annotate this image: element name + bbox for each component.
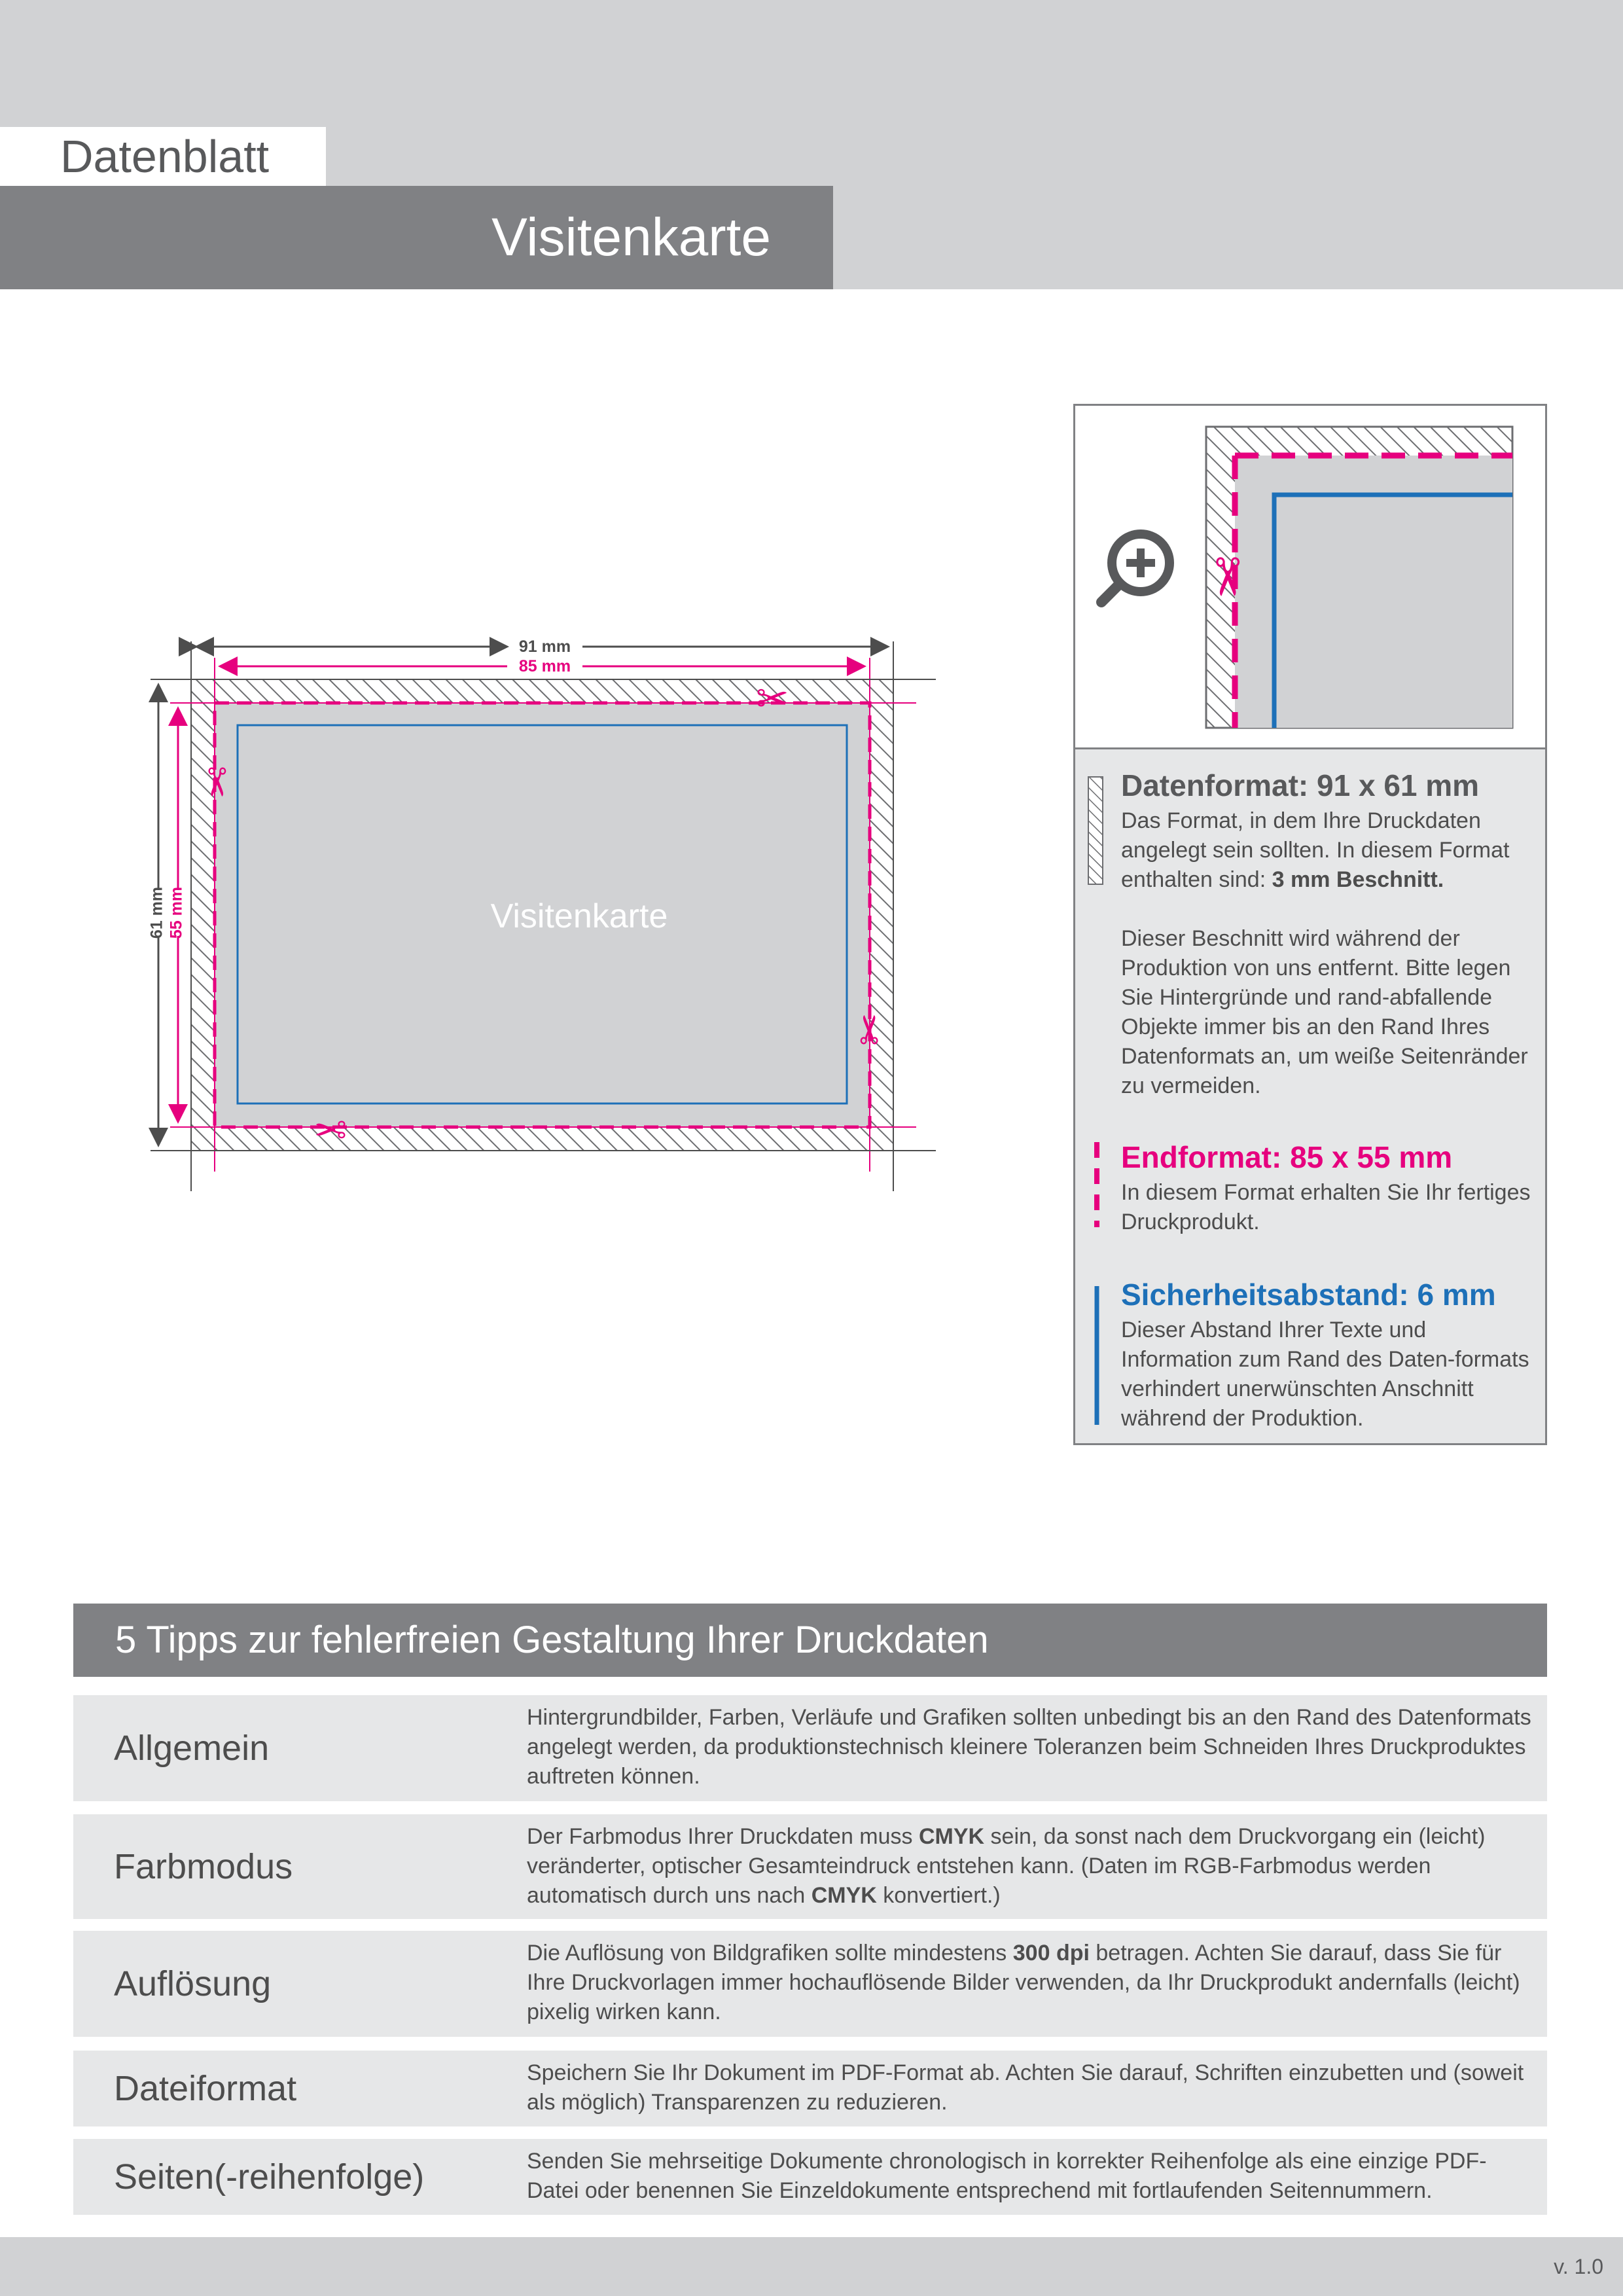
scissors-icon: ✂: [1196, 555, 1257, 600]
zoom-in-icon: [1101, 534, 1169, 602]
zoom-detail: [1073, 404, 1547, 791]
datenformat-heading: Datenformat: 91 x 61 mm: [1121, 768, 1480, 802]
tip-row: [73, 1695, 1547, 1801]
height-outer-label: 61 mm: [147, 886, 166, 939]
tip-row: [73, 2051, 1547, 2126]
footer: [0, 2237, 1623, 2296]
tip-text: Der Farbmodus Ihrer Druckdaten muss CMYK sein, da sonst nach dem Druckvorgang ein (leicht) veränderter, optischer Gesamteindruck entstehen kann. (Daten im RGB-Farbmodus werden automatisch durch uns nach CMYK konvertiert.): [527, 1824, 1486, 1908]
version-label: v. 1.0: [1554, 2255, 1603, 2278]
sicherheit-block: [1121, 1278, 1540, 1433]
tip-text: Speichern Sie Ihr Dokument im PDF-Format ab. Achten Sie darauf, Schriften einzubetten und (soweit als möglich) Transparenzen zu reduzieren.: [527, 2060, 1524, 2115]
format-diagram: [144, 628, 949, 1204]
width-inner-label: 85 mm: [518, 657, 571, 675]
endformat-block: [1121, 1141, 1540, 1237]
tip-text: Die Auflösung von Bildgrafiken sollte mindestens 300 dpi betragen. Achten Sie darauf, dass Sie für Ihre Druckvorlagen immer hochauflösende Bilder verwenden, da Ihr Druckprodukt andernfalls (leicht) pixelig wirken kann.: [527, 1941, 1520, 2024]
format-info-panel: [1073, 747, 1547, 1445]
card-label: Visitenkarte: [490, 897, 668, 935]
width-outer-label: 91 mm: [518, 637, 571, 656]
tip-row: [73, 1814, 1547, 1919]
tip-name: Seiten(-reihenfolge): [114, 2157, 425, 2197]
tip-name: Allgemein: [114, 1729, 270, 1768]
tip-name: Auflösung: [114, 1964, 272, 2003]
page-title: Visitenkarte: [0, 186, 833, 289]
sicherheit-heading: Sicherheitsabstand: 6 mm: [1121, 1278, 1496, 1312]
endformat-text: In diesem Format erhalten Sie Ihr fertiges Druckprodukt.: [1121, 1179, 1531, 1234]
doc-label: Datenblatt: [0, 127, 326, 186]
scissors-icon: ✂: [847, 1013, 893, 1046]
tip-name: Dateiformat: [114, 2069, 297, 2108]
safety-legend-icon: [1092, 1286, 1101, 1425]
tip-name: Farbmodus: [114, 1847, 293, 1886]
datenformat-block: [1121, 769, 1540, 1101]
tip-row: [73, 1931, 1547, 2037]
scissors-icon: ✂: [756, 676, 789, 722]
height-inner-label: 55 mm: [167, 886, 186, 939]
scissors-icon: ✂: [313, 1105, 347, 1151]
sicherheit-text: Dieser Abstand Ihrer Texte und Information zum Rand des Daten-formats verhindert unerwünschten Anschnitt während der Produktion.: [1121, 1317, 1529, 1431]
tip-text: Hintergrundbilder, Farben, Verläufe und Grafiken sollten unbedingt bis an den Rand des Datenformats angelegt werden, da produktionstechnisch kleinere Toleranzen beim Schneiden Ihres Druckproduktes auftreten können.: [527, 1705, 1531, 1789]
datenformat-text: Das Format, in dem Ihre Druckdaten angelegt sein sollten. In diesem Format enthalten sind: 3 mm Beschnitt.: [1121, 808, 1510, 892]
bleed-legend-icon: [1087, 776, 1107, 886]
tip-row: [73, 2139, 1547, 2215]
scissors-icon: ✂: [193, 766, 239, 799]
tip-text: Senden Sie mehrseitige Dokumente chronologisch in korrekter Reihenfolge als eine einzige PDF-Datei oder benennen Sie Einzeldokumente entsprechend mit fortlaufenden Seitennummern.: [527, 2149, 1487, 2203]
trim-legend-icon: [1092, 1142, 1101, 1227]
endformat-heading: Endformat: 85 x 55 mm: [1121, 1140, 1453, 1174]
tips-title: 5 Tipps zur fehlerfreien Gestaltung Ihrer Druckdaten: [73, 1604, 1547, 1677]
datenformat-text2: Dieser Beschnitt wird während der Produktion von uns entfernt. Bitte legen Sie Hintergründe und rand-abfallende Objekte immer bis an den Rand Ihres Datenformats an, um weiße Seitenränder zu vermeiden.: [1121, 925, 1528, 1098]
